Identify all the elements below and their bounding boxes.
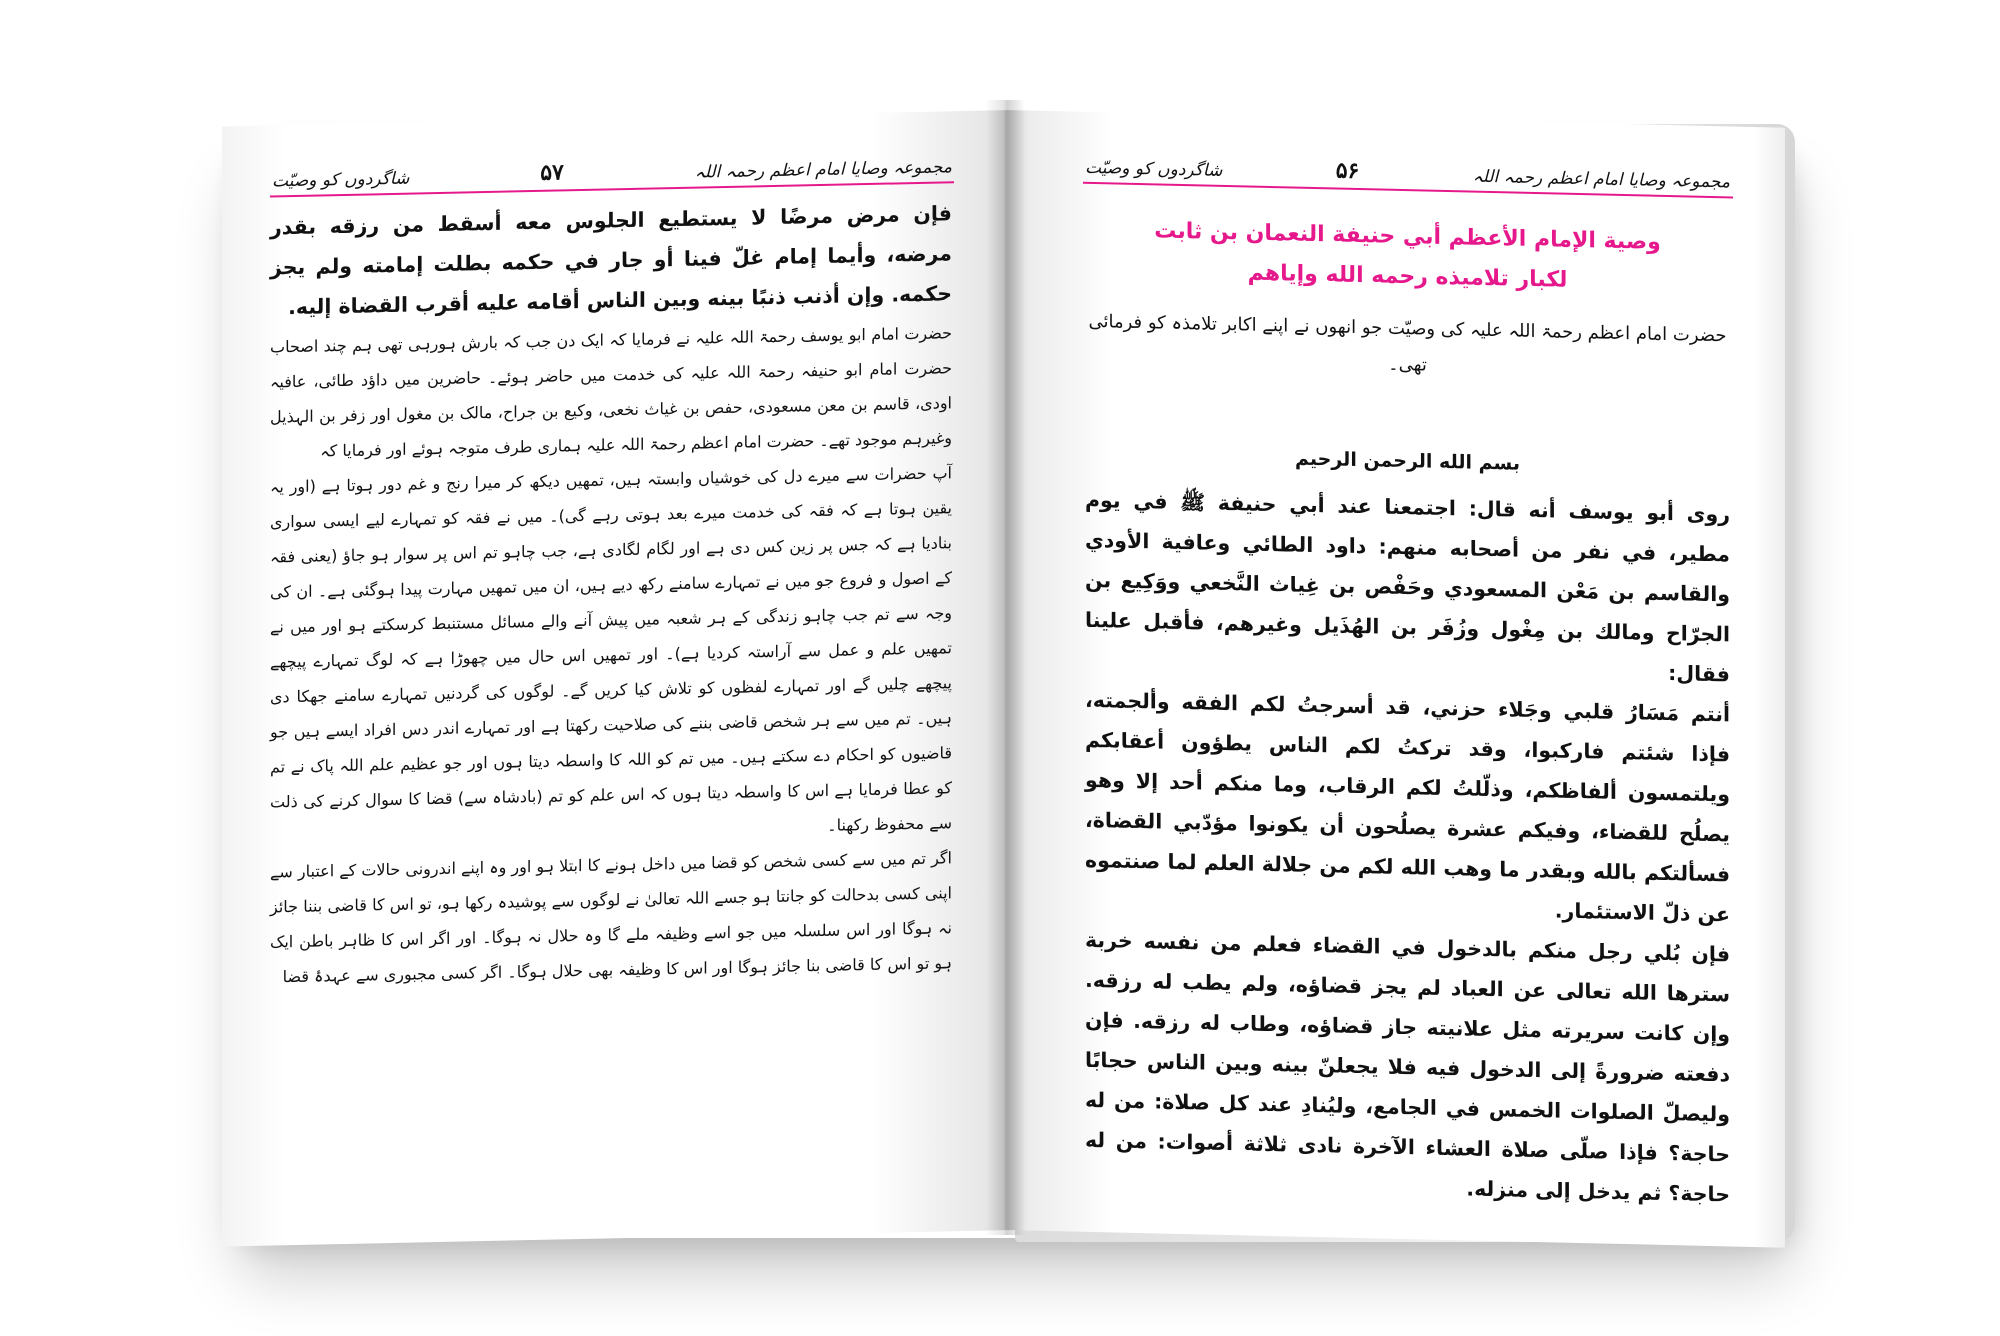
arabic-paragraph: فإن بُلي رجل منكم بالدخول في القضاء فعلم من نفسه خربة سترها الله تعالى عن العباد لم يجز قضاؤه، ولم يطب له رزقه. وإن كانت سريرته مثل علانيته جاز قضاؤه، وطاب له رزقه. فإن دفعته ضرورةً إلى الدخول فيه فلا يجعلنّ بينه وبين الناس حجابًا وليصلّ الصلوات الخمس في الجامع، وليُنادِ عند كل صلاة: من له حاجة؟ فإذا صلّى صلاة العشاء الآخرة نادى ثلاثة أصوات: من له حاجة؟ ثم يدخل إلى منزله. xyxy=(1085,927,1730,1207)
urdu-paragraph: آپ حضرات سے میرے دل کی خوشیاں وابستہ ہیں، تمھیں دیکھ کر میرا رنج و غم دور ہوتا ہے (اور یہ یقین ہوتا ہے کہ فقہ کی خدمت میرے بعد ہوتی رہے گی)۔ میں نے فقہ کو تمہارے لیے ایسی سواری بنادیا ہے کہ جس پر زین کس دی ہے اور لگام لگادی ہے، جب چاہو تم اس پر سوار ہو جاؤ (یعنی فقہ کے اصول و فروع جو میں نے تمہارے سامنے رکھ دیے ہیں، ان میں تمھیں مہارت پیدا ہوگئی ہے۔ ان کی وجہ سے تم جب چاہو زندگی کے ہر شعبہ میں پیش آنے والے مسائل مستنبط کرسکتے ہو اور میں نے تمھیں علم و عمل سے آراستہ کردیا ہے)۔ اور تمھیں اس حال میں چھوڑا ہے کہ لوگ تمہارے پیچھے پیچھے چلیں گے اور تمہارے لفظوں کو تلاش کیا کریں گے۔ لوگوں کی گردنیں تمہارے سامنے جھکا دی ہیں۔ تم میں سے ہر شخص قاضی بننے کی صلاحیت رکھتا ہے اور تمہارے اندر دس افراد ایسے ہیں جو قاضیوں کو احکام دے سکتے ہیں۔ میں تم کو اللہ کا واسطہ دیتا ہوں اور جو عظیم علم اللہ پاک نے تم کو عطا فرمایا ہے اس کا واسطہ دیتا ہوں کہ اس علم کو تم (بادشاہ سے) قضا کا سوال کرنے کی ذلت سے محفوظ رکھنا۔ xyxy=(270,463,952,835)
section-heading xyxy=(1085,210,1730,305)
left-page xyxy=(222,110,1012,1247)
basmala: بسم الله الرحمن الرحيم xyxy=(1295,447,1520,475)
chapter-title: شاگردوں کو وصیّت xyxy=(272,168,410,192)
book-title: مجموعہ وصایا امام اعظم رحمہ اللہ xyxy=(1472,166,1730,193)
urdu-paragraph: اگر تم میں سے کسی شخص کو قضا میں داخل ہونے کا ابتلا ہو اور وہ اپنے اندرونی حالات کے اعتبار سے اپنی کسی بدحالت کو جانتا ہو جسے اللہ تعالیٰ نے لوگوں سے پوشیدہ رکھا ہو، تو اس کا قاضی بننا جائز نہ ہوگا اور اس سلسلہ میں جو اسے وظیفہ ملے گا وہ حلال نہ ہوگا۔ اور اگر اس کا ظاہر باطن ایک ہو تو اس کا قاضی بنا جائز ہوگا اور اس کا وظیفہ بھی حلال ہوگا۔ اگر کسی مجبوری سے عہدۂ قضا xyxy=(270,848,952,987)
heading-line-2: لكبار تلاميذه رحمه الله وإياهم xyxy=(1247,260,1568,293)
right-page xyxy=(1005,110,1785,1248)
right-page-body xyxy=(1085,194,1730,1215)
heading-line-1: وصية الإمام الأعظم أبي حنيفة النعمان بن ثابت xyxy=(1154,218,1661,255)
book-title: مجموعہ وصایا امام اعظم رحمہ اللہ xyxy=(694,157,952,183)
arabic-paragraph: أنتم مَسَارُ قلبي وجَلاء حزني، قد أسرجتُ لكم الفقه وألجمته، فإذا شئتم فاركبوا، وقد تركتُ لكم الناس يطؤون أعقابكم ويلتمسون ألفاظكم، وذلّلتُ لكم الرقاب، وما منكم أحد إلا وهو يصلُح للقضاء، وفيكم عشرة يصلُحون أن يكونوا مؤدّبي القضاة، فسألتكم بالله وبقدر ما وهب الله لكم من جلالة العلم لما صنتموه عن ذلّ الاستئمار. xyxy=(1085,687,1730,927)
page-number: ۵۶ xyxy=(1335,157,1360,185)
left-page-body xyxy=(270,193,952,994)
page-number: ۵۷ xyxy=(540,159,564,186)
intro-line: حضرت امام اعظم رحمۃ اللہ علیہ کی وصیّت جو انھوں نے اپنے اکابر تلامذہ کو فرمائی تھی۔ xyxy=(1088,310,1727,376)
arabic-paragraph: روى أبو يوسف أنه قال: اجتمعنا عند أبي حنيفة ﷺ في يوم مطير، في نفر من أصحابه منهم: داود الطائي وعافية الأودي والقاسم بن مَعْن المسعودي وحَفْص بن غِياث النَّخعي ووَكِيع بن الجرّاح ومالك بن مِغْول وزُفَر بن الهُذَيل وغيرهم، فأقبل علينا فقال: xyxy=(1085,487,1730,687)
chapter-title: شاگردوں کو وصیّت xyxy=(1085,157,1223,181)
urdu-paragraph: حضرت امام ابو یوسف رحمۃ اللہ علیہ نے فرمایا کہ ایک دن جب کہ بارش ہورہی تھی ہم چند اصحاب حضرت امام ابو حنیفہ رحمۃ اللہ علیہ کی خدمت میں حاضر ہوئے۔ حاضرین میں داؤد طائی، عافیہ اودی، قاسم بن معن مسعودی، حفص بن غیاث نخعی، وکیع بن جراح، مالک بن مغول اور زفر بن الہذیل وغیرہم موجود تھے۔ حضرت امام اعظم رحمۃ اللہ علیہ ہماری طرف متوجہ ہوئے اور فرمایا کہ xyxy=(270,323,952,461)
arabic-paragraph: فإن مرض مرضًا لا يستطيع الجلوس معه أسقط من رزقه بقدر مرضه، وأيما إمام غلّ فينا أو جار في حكمه بطلت إمامته ولم يجز حكمه. وإن أذنب ذنبًا بينه وبين الناس أقامه عليه أقرب القضاة إليه. xyxy=(270,201,952,320)
book-spine-shadow xyxy=(985,100,1025,1235)
